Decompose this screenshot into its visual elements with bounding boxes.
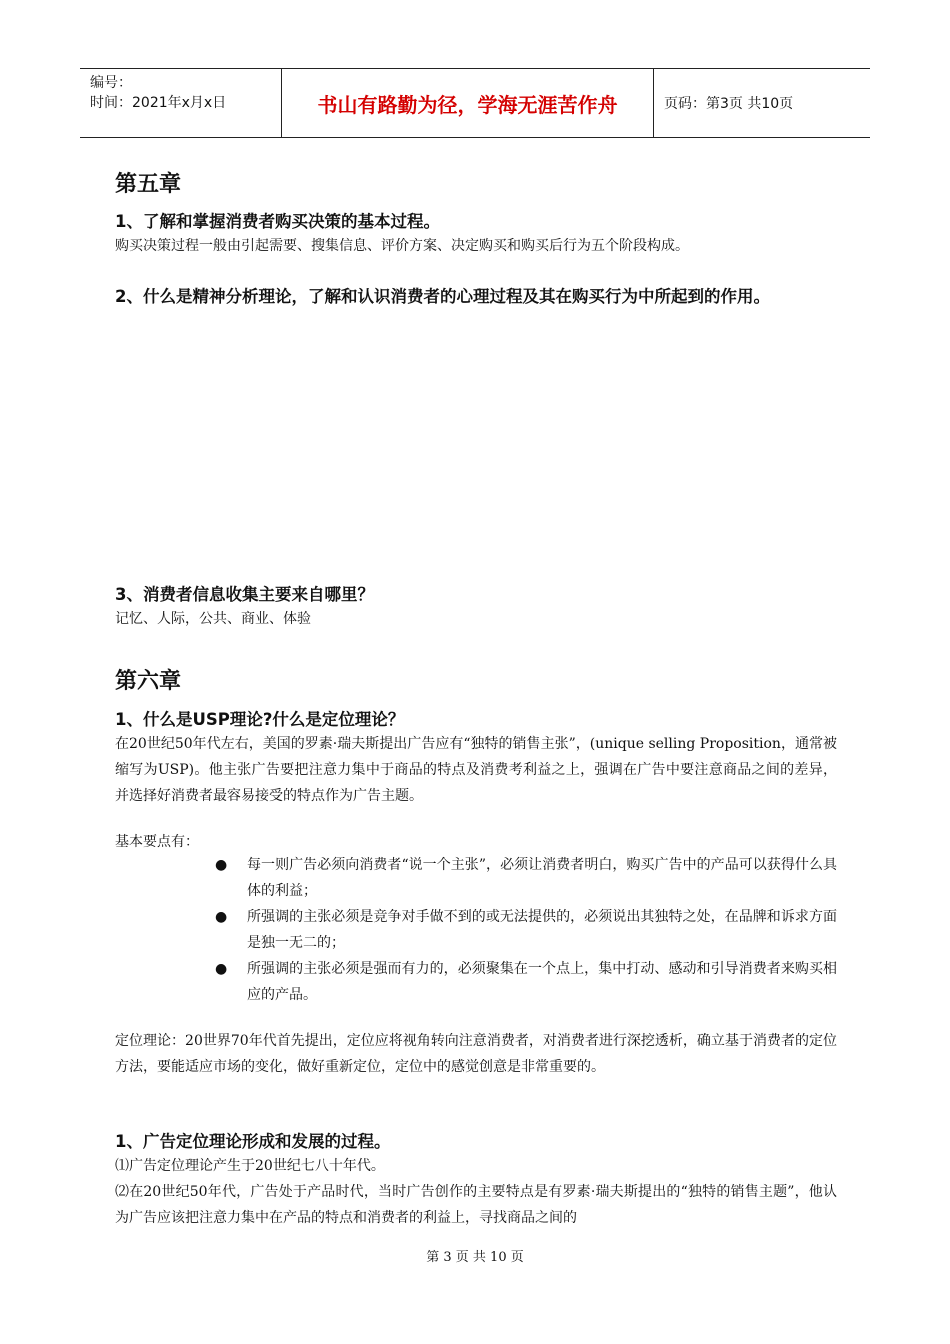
ch6-question-1: 1、什么是USP理论?什么是定位理论？ [115,710,405,729]
ch5-question-2: 2、什么是精神分析理论，了解和认识消费者的心理过程及其在购买行为中所起到的作用。 [115,287,770,306]
point-text: 每一则广告必须向消费者“说一个主张”，必须让消费者明白，购买广告中的产品可以获得什么具体的利益； [247,857,837,899]
ch5-answer-1: 购买决策过程一般由引起需要、搜集信息、评价方案、决定购买和购买后行为五个阶段构成。 [115,238,689,254]
bullet-icon: ● [215,961,228,977]
list-item [215,852,837,904]
chapter-6-title: 第六章 [115,669,182,694]
point-text: 所强调的主张必须是强而有力的，必须聚集在一个点上，集中打动、感动和引导消费者来购买相应的产品。 [247,961,837,1003]
number-label: 编号： [90,75,132,91]
ch6-answer-2-item-1: ⑴广告定位理论产生于20世纪七八十年代。 [115,1158,385,1174]
ch6-points-list [215,852,837,1008]
ch5-answer-3: 记忆、人际，公共、商业、体验 [115,611,311,627]
ch6-answer-2-item-2: ⑵在20世纪50年代，广告处于产品时代，当时广告创作的主要特点是有罗素·瑞夫斯提出的“独特的销售主题”，他认为广告应该把注意力集中在产品的特点和消费者的利益上，寻找商品之间的 [115,1184,837,1226]
chapter-5-title: 第五章 [115,172,182,197]
header-page-code: 页码：第3页 共10页 [664,96,794,112]
ch5-question-1: 1、了解和掌握消费者购买决策的基本过程。 [115,212,440,231]
point-text: 所强调的主张必须是竞争对手做不到的或无法提供的，必须说出其独特之处，在品牌和诉求方面是独一无二的； [247,909,837,951]
time-label: 时间：2021年x月x日 [90,95,227,111]
page-footer: 第 3 页 共 10 页 [426,1250,524,1265]
ch6-points-label: 基本要点有： [115,834,199,850]
ch5-question-3: 3、消费者信息收集主要来自哪里？ [115,585,374,604]
ch6-question-2: 1、广告定位理论形成和发展的过程。 [115,1132,391,1151]
bullet-icon: ● [215,857,228,873]
list-item [215,956,837,1008]
header-motto: 书山有路勤为径，学海无涯苦作舟 [282,69,654,137]
list-item [215,904,837,956]
page-header [80,68,870,138]
header-meta [80,69,282,137]
ch6-answer-usp: 在20世纪50年代左右，美国的罗素·瑞夫斯提出广告应有“独特的销售主张”，(unique selling Proposition，通常被缩写为USP)。他主张广告要把注意力集中于商品的特点及消费考利益之上，强调在广告中要注意商品之间的差异，并选择好消费者最容易接受的特点作为广告主题。 [115,736,837,804]
ch6-positioning-theory: 定位理论：20世界70年代首先提出，定位应将视角转向注意消费者，对消费者进行深挖透析，确立基于消费者的定位方法，要能适应市场的变化，做好重新定位，定位中的感觉创意是非常重要的。 [115,1033,837,1075]
bullet-icon: ● [215,909,228,925]
